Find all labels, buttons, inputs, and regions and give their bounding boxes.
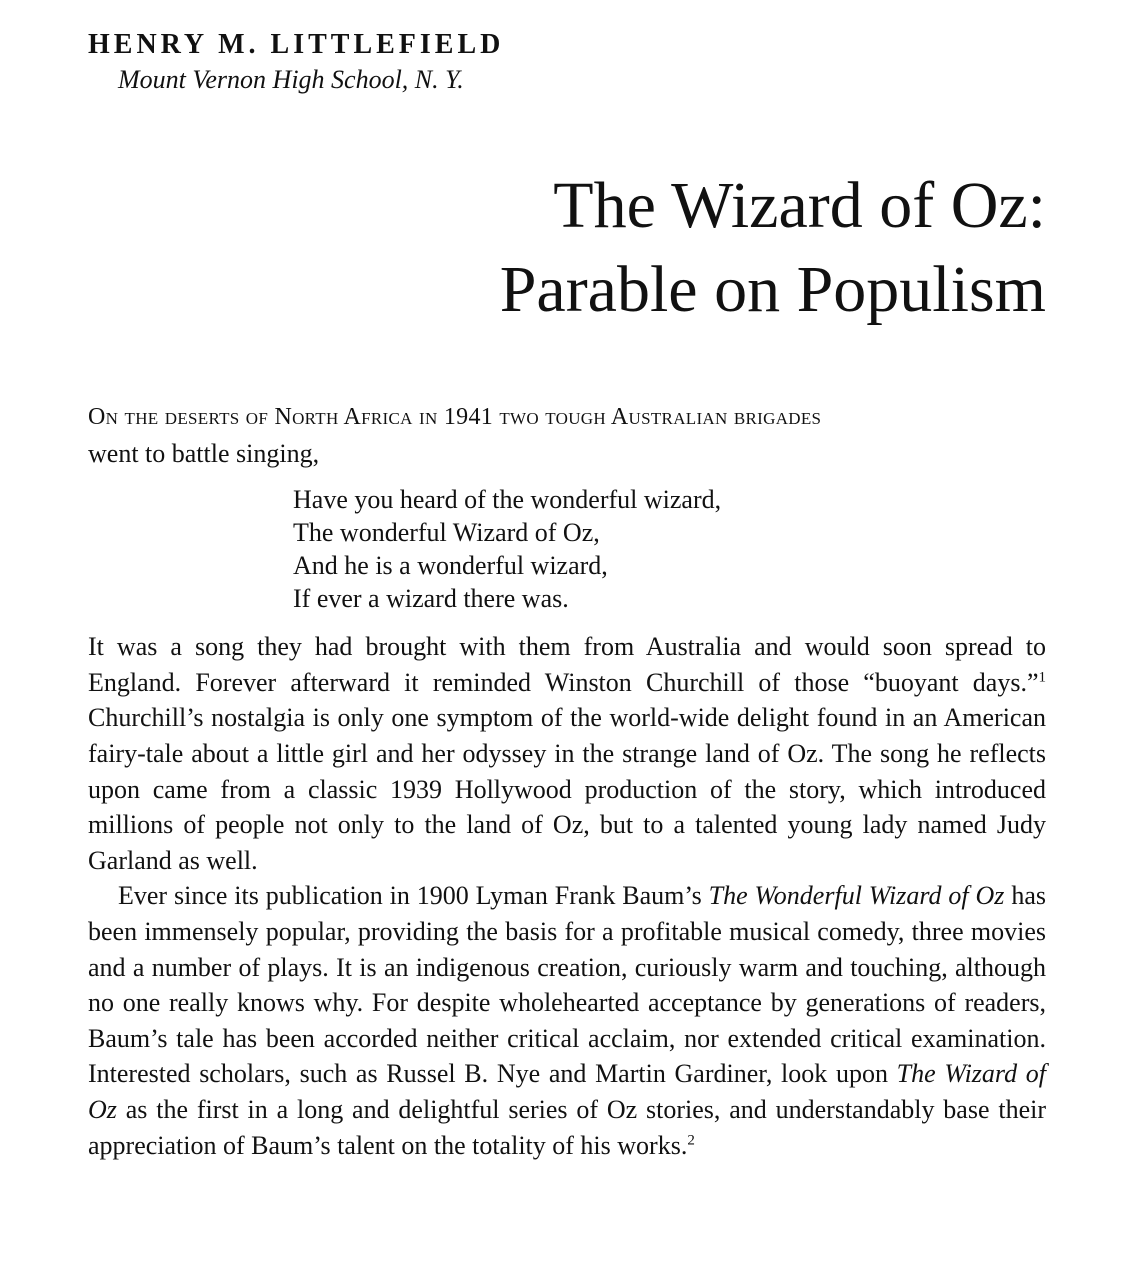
paragraph-2-text-c: as the first in a long and delightful series of Oz stories, and understandably base their appreciation of Baum’s talent on the totality of his works. xyxy=(88,1094,1046,1160)
paragraph-1-text-a: It was a song they had brought with them from Australia and would soon spread to England. Forever afterward it reminded Winston Churchill of those “buoyant days.” xyxy=(88,632,1046,697)
paragraph-2 xyxy=(88,878,1046,1163)
song-verse xyxy=(293,483,1046,615)
footnote-marker-2: 2 xyxy=(687,1131,695,1148)
article-title xyxy=(500,164,1046,332)
title-line-1: The Wizard of Oz: xyxy=(553,169,1046,242)
author-name: HENRY M. LITTLEFIELD xyxy=(88,29,505,60)
paragraph-1-text-b: Churchill’s nostalgia is only one symptom of the world-wide delight found in an American fairy-tale about a little girl and her odyssey in the strange land of Oz. The song he reflects upon came from a classic 1939 Hollywood production of the story, which introduced millions of people not only to the land of Oz, but to a talented young lady named Judy Garland as well. xyxy=(88,703,1046,875)
verse-line: If ever a wizard there was. xyxy=(293,584,569,614)
paragraph-2-text-a: Ever since its publication in 1900 Lyman Frank Baum’s xyxy=(118,881,709,911)
verse-line: The wonderful Wizard of Oz, xyxy=(293,518,600,548)
opening-small-caps: On the deserts of North Africa in 1941 two tough Australian brigades xyxy=(88,404,822,430)
opening-rest: went to battle singing, xyxy=(88,438,320,468)
title-line-2: Parable on Populism xyxy=(499,253,1046,326)
verse-line: And he is a wonderful wizard, xyxy=(293,551,608,581)
article-body xyxy=(88,398,1046,1163)
author-affiliation: Mount Vernon High School, N. Y. xyxy=(118,65,464,94)
book-title-italic: The Wonderful Wizard of Oz xyxy=(708,881,1005,911)
book-title-italic-short: The Wizard of Oz xyxy=(88,1059,1046,1124)
paragraph-2-text-b: has been immensely popular, providing the basis for a profitable musical comedy, three movies and a number of plays. It is an indigenous creation, curiously warm and touching, although no one really knows why. For despite wholehearted acceptance by generations of readers, Baum’s tale has been accorded neither critical acclaim, nor extended critical examination. Interested scholars, such as Russel B. Nye and Martin Gardiner, look upon xyxy=(88,881,1046,1089)
opening-line xyxy=(88,398,1046,471)
paragraph-1 xyxy=(88,629,1046,878)
footnote-marker-1: 1 xyxy=(1038,669,1046,686)
verse-line: Have you heard of the wonderful wizard, xyxy=(293,485,722,515)
